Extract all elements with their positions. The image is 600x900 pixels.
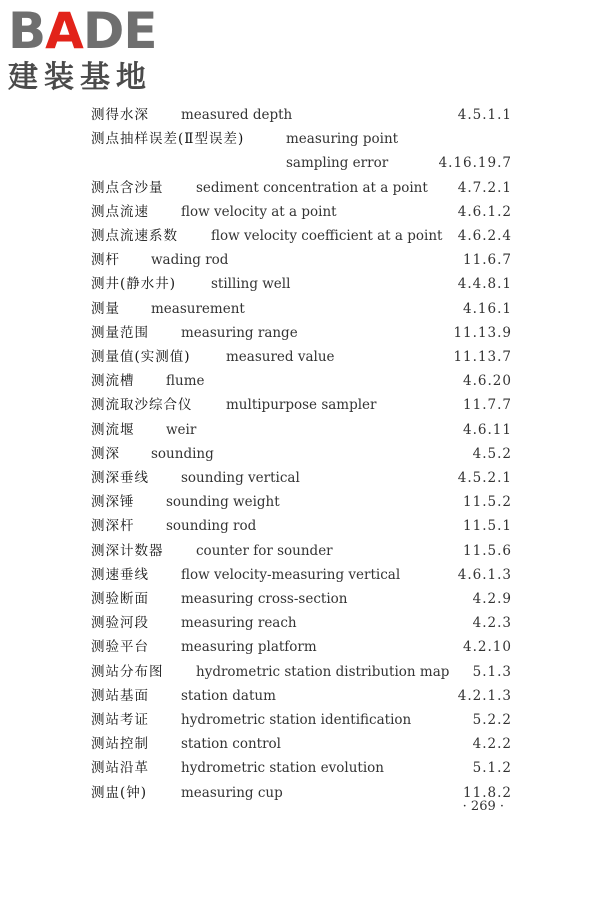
term-chinese: 测点流速 bbox=[91, 203, 149, 220]
term-english: measuring reach bbox=[181, 615, 297, 632]
section-number: 4.2.9 bbox=[472, 591, 512, 607]
term-english: sounding weight bbox=[166, 494, 280, 511]
glossary-row bbox=[0, 587, 600, 611]
term-chinese: 测流槽 bbox=[91, 373, 135, 390]
term-english: wading rod bbox=[151, 252, 229, 269]
term-english: sampling error bbox=[286, 155, 389, 172]
term-english: measuring cup bbox=[181, 784, 283, 801]
term-english: flume bbox=[166, 373, 205, 390]
term-english: sounding rod bbox=[166, 518, 257, 535]
term-english: stilling well bbox=[211, 276, 291, 293]
glossary-row bbox=[0, 563, 600, 587]
section-number: 4.16.19.7 bbox=[438, 155, 512, 172]
term-chinese: 测验断面 bbox=[91, 591, 149, 607]
term-chinese: 测点抽样误差(Ⅱ型误差) bbox=[91, 131, 245, 148]
section-number: 4.7.2.1 bbox=[457, 179, 512, 196]
section-number: 11.7.7 bbox=[463, 397, 512, 414]
term-chinese: 测杆 bbox=[91, 252, 120, 269]
section-number: 4.16.1 bbox=[463, 300, 512, 317]
logo-letter-b: B bbox=[8, 2, 46, 60]
term-chinese: 测深锤 bbox=[91, 494, 135, 511]
term-english: hydrometric station identification bbox=[181, 712, 412, 728]
section-number: 4.5.2.1 bbox=[457, 470, 512, 486]
term-english: measuring platform bbox=[181, 639, 317, 656]
term-chinese: 测验河段 bbox=[91, 615, 149, 632]
section-number: 4.6.1.2 bbox=[457, 203, 512, 220]
term-chinese: 测量 bbox=[91, 300, 120, 317]
section-number: 4.2.1.3 bbox=[457, 687, 512, 704]
section-number: 4.6.20 bbox=[463, 373, 512, 390]
section-number: 11.5.6 bbox=[463, 542, 512, 559]
section-number: 4.2.2 bbox=[472, 736, 512, 753]
glossary-row bbox=[0, 442, 600, 466]
term-chinese: 测井(静水井) bbox=[91, 276, 177, 293]
glossary-row bbox=[0, 539, 600, 563]
term-english: station datum bbox=[181, 687, 276, 704]
section-number: 4.2.10 bbox=[463, 639, 512, 656]
glossary-row bbox=[0, 684, 600, 708]
brand-logo bbox=[8, 4, 178, 96]
section-number: 11.5.2 bbox=[463, 494, 512, 511]
term-chinese: 测深计数器 bbox=[91, 542, 164, 559]
glossary-row bbox=[0, 176, 600, 200]
glossary-row bbox=[0, 514, 600, 538]
logo-letter-a: A bbox=[45, 2, 83, 60]
glossary-row bbox=[0, 393, 600, 417]
glossary-row bbox=[0, 297, 600, 321]
section-number: 11.13.9 bbox=[453, 324, 512, 341]
logo-letters-de: DE bbox=[82, 2, 157, 60]
term-english: station control bbox=[181, 736, 281, 753]
glossary-row bbox=[0, 756, 600, 780]
term-chinese: 测盅(钟) bbox=[91, 784, 148, 801]
section-number: 5.2.2 bbox=[472, 712, 512, 728]
term-chinese: 测流堰 bbox=[91, 421, 135, 438]
term-english: multipurpose sampler bbox=[226, 397, 377, 414]
term-english: measured depth bbox=[181, 107, 293, 123]
term-english: weir bbox=[166, 421, 197, 438]
term-english: hydrometric station distribution map bbox=[196, 663, 450, 680]
term-chinese: 测深杆 bbox=[91, 518, 135, 535]
term-english: flow velocity coefficient at a point bbox=[211, 228, 443, 244]
logo-subtitle: 建装基地 bbox=[8, 60, 152, 95]
glossary-row bbox=[0, 708, 600, 732]
term-english: sounding bbox=[151, 445, 214, 462]
glossary-row bbox=[0, 466, 600, 490]
glossary-row bbox=[0, 345, 600, 369]
term-chinese: 测站考证 bbox=[91, 712, 149, 728]
section-number: 4.2.3 bbox=[472, 615, 512, 632]
term-english: sounding vertical bbox=[181, 470, 300, 486]
term-english: hydrometric station evolution bbox=[181, 760, 384, 777]
glossary-row bbox=[0, 418, 600, 442]
glossary-row bbox=[0, 369, 600, 393]
term-english: measuring range bbox=[181, 324, 298, 341]
section-number: 4.5.1.1 bbox=[457, 107, 512, 123]
glossary-row bbox=[0, 127, 600, 151]
term-chinese: 测得水深 bbox=[91, 107, 149, 123]
glossary-row bbox=[0, 248, 600, 272]
glossary-row bbox=[0, 732, 600, 756]
term-chinese: 测站基面 bbox=[91, 687, 149, 704]
section-number: 4.5.2 bbox=[472, 445, 512, 462]
section-number: 4.6.2.4 bbox=[457, 228, 512, 244]
term-english: counter for sounder bbox=[196, 542, 333, 559]
term-chinese: 测流取沙综合仪 bbox=[91, 397, 193, 414]
term-chinese: 测站沿革 bbox=[91, 760, 149, 777]
glossary-row bbox=[0, 490, 600, 514]
logo-wordmark bbox=[8, 4, 178, 58]
term-chinese: 测站控制 bbox=[91, 736, 149, 753]
section-number: 4.6.11 bbox=[463, 421, 512, 438]
term-chinese: 测量值(实测值) bbox=[91, 349, 191, 365]
page-number: · 269 · bbox=[462, 799, 504, 814]
glossary-row bbox=[0, 272, 600, 296]
section-number: 11.13.7 bbox=[453, 349, 512, 365]
glossary-row bbox=[0, 635, 600, 659]
section-number: 11.5.1 bbox=[463, 518, 512, 535]
section-number: 5.1.2 bbox=[472, 760, 512, 777]
term-english: measured value bbox=[226, 349, 335, 365]
section-number: 11.6.7 bbox=[463, 252, 512, 269]
term-chinese: 测点流速系数 bbox=[91, 228, 178, 244]
section-number: 11.8.2 bbox=[463, 784, 512, 801]
section-number: 4.4.8.1 bbox=[457, 276, 512, 293]
term-english: measurement bbox=[151, 300, 245, 317]
glossary-row bbox=[0, 611, 600, 635]
glossary-row bbox=[0, 103, 600, 127]
term-chinese: 测深 bbox=[91, 445, 120, 462]
glossary-row bbox=[0, 151, 600, 175]
term-english: measuring cross-section bbox=[181, 591, 348, 607]
glossary-row bbox=[0, 200, 600, 224]
term-english: measuring point bbox=[286, 131, 399, 148]
glossary-row bbox=[0, 224, 600, 248]
term-chinese: 测深垂线 bbox=[91, 470, 149, 486]
section-number: 5.1.3 bbox=[472, 663, 512, 680]
glossary-row bbox=[0, 660, 600, 684]
term-english: flow velocity-measuring vertical bbox=[181, 566, 401, 583]
term-chinese: 测验平台 bbox=[91, 639, 149, 656]
glossary-row bbox=[0, 321, 600, 345]
term-chinese: 测量范围 bbox=[91, 324, 149, 341]
term-chinese: 测点含沙量 bbox=[91, 179, 164, 196]
term-english: sediment concentration at a point bbox=[196, 179, 428, 196]
term-chinese: 测速垂线 bbox=[91, 566, 149, 583]
term-chinese: 测站分布图 bbox=[91, 663, 164, 680]
section-number: 4.6.1.3 bbox=[457, 566, 512, 583]
term-english: flow velocity at a point bbox=[181, 203, 337, 220]
glossary-row bbox=[0, 781, 600, 805]
